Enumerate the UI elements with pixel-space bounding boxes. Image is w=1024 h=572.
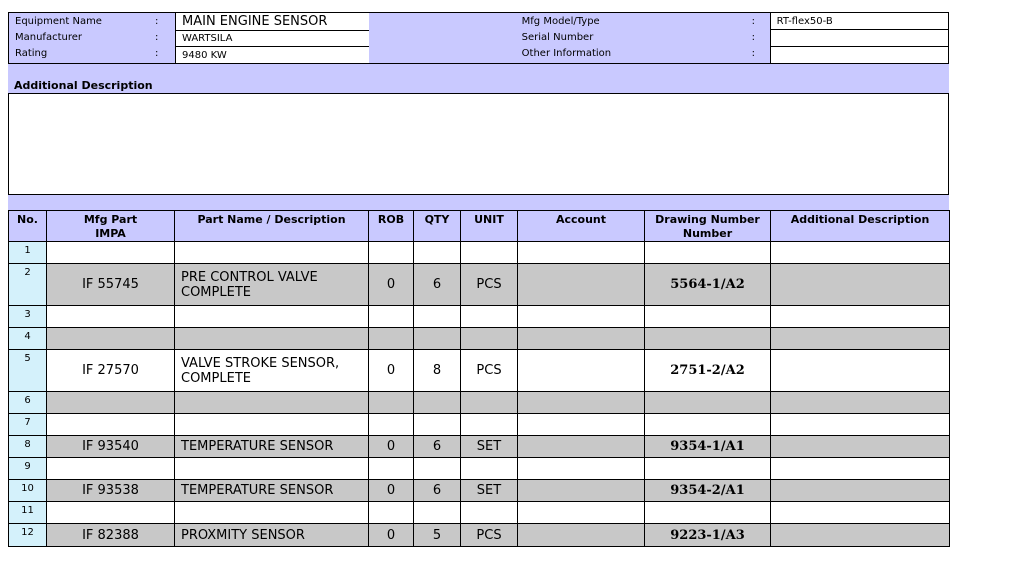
unit-cell: [461, 414, 518, 436]
equipment-name-value: MAIN ENGINE SENSOR: [175, 13, 369, 31]
additional-description-cell: [771, 392, 950, 414]
row-number: 2: [9, 264, 47, 306]
mfg-part-cell: [47, 306, 175, 328]
mfg-part-cell: [47, 502, 175, 524]
qty-cell: [414, 502, 461, 524]
unit-cell: [461, 502, 518, 524]
rob-cell: 0: [369, 264, 414, 306]
other-information-row: [368, 45, 770, 61]
mfg-model-label: Mfg Model/Type: [521, 15, 600, 27]
rob-cell: [369, 502, 414, 524]
part-name-cell: [175, 502, 369, 524]
additional-description-cell: [771, 436, 950, 458]
account-cell: [518, 480, 645, 502]
unit-cell: SET: [461, 436, 518, 458]
qty-cell: 5: [414, 524, 461, 547]
section-divider: [8, 195, 949, 210]
mfg-part-cell: IF 55745: [47, 264, 175, 306]
account-cell: [518, 458, 645, 480]
col-header-no: No.: [9, 211, 47, 242]
equipment-header: [8, 12, 949, 64]
colon: :: [751, 15, 756, 27]
col-header-drawing-line1: Drawing Number: [655, 213, 760, 226]
other-information-label: Other Information: [521, 47, 612, 59]
drawing-number-cell: [645, 306, 771, 328]
mfg-part-cell: [47, 328, 175, 350]
account-cell: [518, 350, 645, 392]
qty-cell: [414, 414, 461, 436]
qty-cell: 6: [414, 480, 461, 502]
serial-number-value: [771, 30, 948, 47]
additional-description-box: [8, 93, 949, 195]
account-cell: [518, 392, 645, 414]
account-cell: [518, 306, 645, 328]
part-name-line2: COMPLETE: [181, 284, 251, 300]
qty-cell: [414, 458, 461, 480]
col-header-mfg-part: [47, 211, 175, 242]
mfg-part-cell: IF 93540: [47, 436, 175, 458]
table-row[interactable]: [9, 436, 950, 458]
other-information-value: [771, 47, 948, 64]
drawing-number-cell: [645, 414, 771, 436]
row-number: 10: [9, 480, 47, 502]
unit-cell: PCS: [461, 264, 518, 306]
row-number: 7: [9, 414, 47, 436]
qty-cell: [414, 392, 461, 414]
part-name-cell: [175, 306, 369, 328]
col-header-mfg-part-line1: Mfg Part: [83, 213, 138, 226]
qty-cell: [414, 242, 461, 264]
drawing-number-cell: [645, 328, 771, 350]
drawing-number-cell: 5564-1/A2: [645, 264, 771, 306]
rob-cell: [369, 328, 414, 350]
header-middle: [368, 13, 770, 63]
rob-cell: 0: [369, 480, 414, 502]
table-row[interactable]: [9, 480, 950, 502]
drawing-number-cell: 2751-2/A2: [645, 350, 771, 392]
rob-cell: 0: [369, 436, 414, 458]
colon: :: [751, 31, 756, 43]
part-name-line1: PROXMITY SENSOR: [181, 527, 305, 543]
spare-parts-table: [8, 210, 950, 547]
part-name-cell: [175, 328, 369, 350]
additional-description-label: Additional Description: [14, 79, 153, 92]
row-number: 3: [9, 306, 47, 328]
colon: :: [155, 47, 159, 59]
unit-cell: [461, 242, 518, 264]
account-cell: [518, 414, 645, 436]
unit-cell: SET: [461, 480, 518, 502]
mfg-part-cell: [47, 414, 175, 436]
additional-description-cell: [771, 350, 950, 392]
table-row[interactable]: [9, 264, 950, 306]
serial-number-label: Serial Number: [521, 31, 594, 43]
table-row[interactable]: [9, 414, 950, 436]
equipment-spares-form: [8, 12, 949, 547]
qty-cell: 6: [414, 436, 461, 458]
col-header-drawing-number: [645, 211, 771, 242]
mfg-model-row: [368, 13, 770, 29]
part-name-cell: [175, 350, 369, 392]
account-cell: [518, 436, 645, 458]
rob-cell: 0: [369, 524, 414, 547]
col-header-part-name: Part Name / Description: [175, 211, 369, 242]
qty-cell: 8: [414, 350, 461, 392]
col-header-drawing-line2: Number: [682, 227, 733, 240]
row-number: 9: [9, 458, 47, 480]
unit-cell: PCS: [461, 524, 518, 547]
part-name-cell: [175, 414, 369, 436]
table-row[interactable]: [9, 524, 950, 547]
additional-description-cell: [771, 502, 950, 524]
part-name-line2: COMPLETE: [181, 370, 251, 386]
account-cell: [518, 524, 645, 547]
mfg-model-value: RT-flex50-B: [771, 13, 948, 30]
row-number: 1: [9, 242, 47, 264]
drawing-number-cell: 9354-1/A1: [645, 436, 771, 458]
part-name-line1: TEMPERATURE SENSOR: [181, 439, 334, 454]
drawing-number-cell: [645, 502, 771, 524]
part-name-line1: PRE CONTROL VALVE: [181, 269, 318, 285]
row-number: 6: [9, 392, 47, 414]
col-header-unit: UNIT: [461, 211, 518, 242]
part-name-line1: TEMPERATURE SENSOR: [181, 483, 334, 498]
rating-value: 9480 KW: [175, 47, 369, 63]
drawing-number-cell: 9223-1/A3: [645, 524, 771, 547]
table-row[interactable]: [9, 242, 950, 264]
manufacturer-label: Manufacturer: [15, 31, 82, 43]
mfg-part-cell: IF 93538: [47, 480, 175, 502]
row-number: 8: [9, 436, 47, 458]
additional-description-cell: [771, 524, 950, 547]
additional-description-cell: [771, 414, 950, 436]
account-cell: [518, 502, 645, 524]
unit-cell: [461, 328, 518, 350]
col-header-mfg-part-line2: IMPA: [95, 227, 126, 240]
row-number: 11: [9, 502, 47, 524]
col-header-qty: QTY: [414, 211, 461, 242]
drawing-number-cell: [645, 242, 771, 264]
mfg-part-cell: [47, 458, 175, 480]
account-cell: [518, 264, 645, 306]
rob-cell: 0: [369, 350, 414, 392]
table-row[interactable]: [9, 328, 950, 350]
part-name-cell: [175, 436, 369, 458]
unit-cell: [461, 306, 518, 328]
part-name-cell: [175, 264, 369, 306]
part-name-cell: [175, 458, 369, 480]
row-number: 12: [9, 524, 47, 547]
part-name-line1: VALVE STROKE SENSOR,: [181, 355, 340, 371]
qty-cell: 6: [414, 264, 461, 306]
mfg-part-cell: IF 82388: [47, 524, 175, 547]
rating-label: Rating: [15, 47, 48, 59]
additional-description-cell: [771, 328, 950, 350]
part-name-cell: [175, 392, 369, 414]
part-name-cell: [175, 524, 369, 547]
mfg-part-cell: [47, 392, 175, 414]
header-left: [9, 13, 368, 63]
table-row[interactable]: [9, 502, 950, 524]
mfg-part-cell: [47, 242, 175, 264]
col-header-rob: ROB: [369, 211, 414, 242]
additional-description-cell: [771, 458, 950, 480]
table-row[interactable]: [9, 392, 950, 414]
row-number: 5: [9, 350, 47, 392]
additional-description-header: [8, 64, 949, 93]
row-number: 4: [9, 328, 47, 350]
rob-cell: [369, 242, 414, 264]
table-header-row: [9, 211, 950, 242]
col-header-account: Account: [518, 211, 645, 242]
colon: :: [155, 15, 159, 27]
additional-description-cell: [771, 480, 950, 502]
manufacturer-value: WARTSILA: [175, 31, 369, 47]
drawing-number-cell: [645, 458, 771, 480]
equipment-name-label: Equipment Name: [15, 15, 102, 27]
rob-cell: [369, 458, 414, 480]
rob-cell: [369, 414, 414, 436]
account-cell: [518, 242, 645, 264]
colon: :: [751, 47, 756, 59]
qty-cell: [414, 306, 461, 328]
serial-number-row: [368, 29, 770, 45]
rob-cell: [369, 306, 414, 328]
additional-description-cell: [771, 306, 950, 328]
account-cell: [518, 328, 645, 350]
table-row[interactable]: [9, 458, 950, 480]
additional-description-cell: [771, 264, 950, 306]
drawing-number-cell: 9354-2/A1: [645, 480, 771, 502]
col-header-additional-description: Additional Description: [771, 211, 950, 242]
additional-description-cell: [771, 242, 950, 264]
drawing-number-cell: [645, 392, 771, 414]
rob-cell: [369, 392, 414, 414]
part-name-cell: [175, 480, 369, 502]
qty-cell: [414, 328, 461, 350]
colon: :: [155, 31, 159, 43]
table-row[interactable]: [9, 306, 950, 328]
unit-cell: [461, 392, 518, 414]
unit-cell: [461, 458, 518, 480]
mfg-part-cell: IF 27570: [47, 350, 175, 392]
table-row[interactable]: [9, 350, 950, 392]
header-right: [770, 13, 948, 63]
unit-cell: PCS: [461, 350, 518, 392]
part-name-cell: [175, 242, 369, 264]
